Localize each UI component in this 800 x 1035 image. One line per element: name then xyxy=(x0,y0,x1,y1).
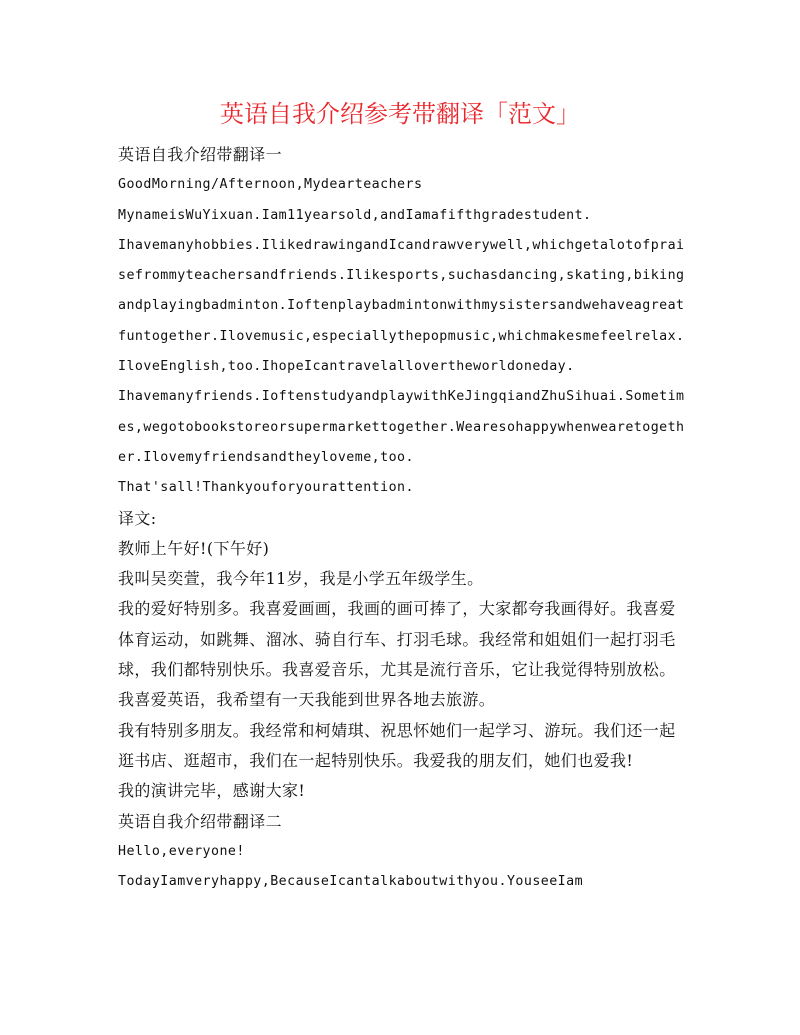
today-line: TodayIamveryhappy,BecauseIcantalkaboutwithyou.YouseeIam xyxy=(118,874,584,890)
translation-friends: 我有特别多朋友。我经常和柯婧琪、祝思怀她们一起学习、游玩。我们还一起逛书店、逛超市，我们在一起特别快乐。我爱我的朋友们，她们也爱我! xyxy=(118,720,676,770)
section-heading-1: 英语自我介绍带翻译一 xyxy=(118,145,283,164)
translation-name: 我叫吴奕萱，我今年11岁，我是小学五年级学生。 xyxy=(118,569,484,589)
greeting-line: GoodMorning/Afternoon,Mydearteachers xyxy=(118,177,423,193)
hello-line: Hello,everyone! xyxy=(118,843,245,859)
document-body xyxy=(118,140,688,897)
closing-line: That'sall!Thankyouforyourattention. xyxy=(118,480,414,496)
intro-name-paragraph: MynameisWuYixuan.Iam11yearsold,andIamafifthgradestudent. xyxy=(118,207,592,223)
document-title: 英语自我介绍参考带翻译「范文」 xyxy=(220,100,580,128)
section-heading-2: 英语自我介绍带翻译二 xyxy=(118,811,283,831)
translation-greeting: 教师上午好!(下午好) xyxy=(118,538,270,558)
hobbies-paragraph: Ihavemanyhobbies.IlikedrawingandIcandrawverywell,whichgetalotofpraisefrommyteachersandfriends.Ilikesports,suchasdancing,skating,bikingandplayingbadminton.Ioftenplaybadmintonwithmysistersandwehaveagreatfuntogether.Ilovemusic,especiallythepopmusic,whichmakesmefeelrelax.IloveEnglish,too.IhopeIcantravelallovertheworldoneday. xyxy=(118,237,685,375)
translation-hobbies: 我的爱好特别多。我喜爱画画，我画的画可捧了，大家都夸我画得好。我喜爱体育运动，如跳舞、溜冰、骑自行车、打羽毛球。我经常和姐姐们一起打羽毛球，我们都特别快乐。我喜爱音乐，尤其是流行音乐，它让我觉得特别放松。我喜爱英语，我希望有一天我能到世界各地去旅游。 xyxy=(118,599,676,710)
translation-label: 译文: xyxy=(118,508,157,528)
friends-paragraph: Ihavemanyfriends.IoftenstudyandplaywithKeJingqiandZhuSihuai.Sometimes,wegotobookstoreorsupermarkettogether.Wearesohappywhenwearetogether.Ilovemyfriendsandtheyloveme,too. xyxy=(118,389,685,465)
translation-closing: 我的演讲完毕，感谢大家! xyxy=(118,781,306,801)
